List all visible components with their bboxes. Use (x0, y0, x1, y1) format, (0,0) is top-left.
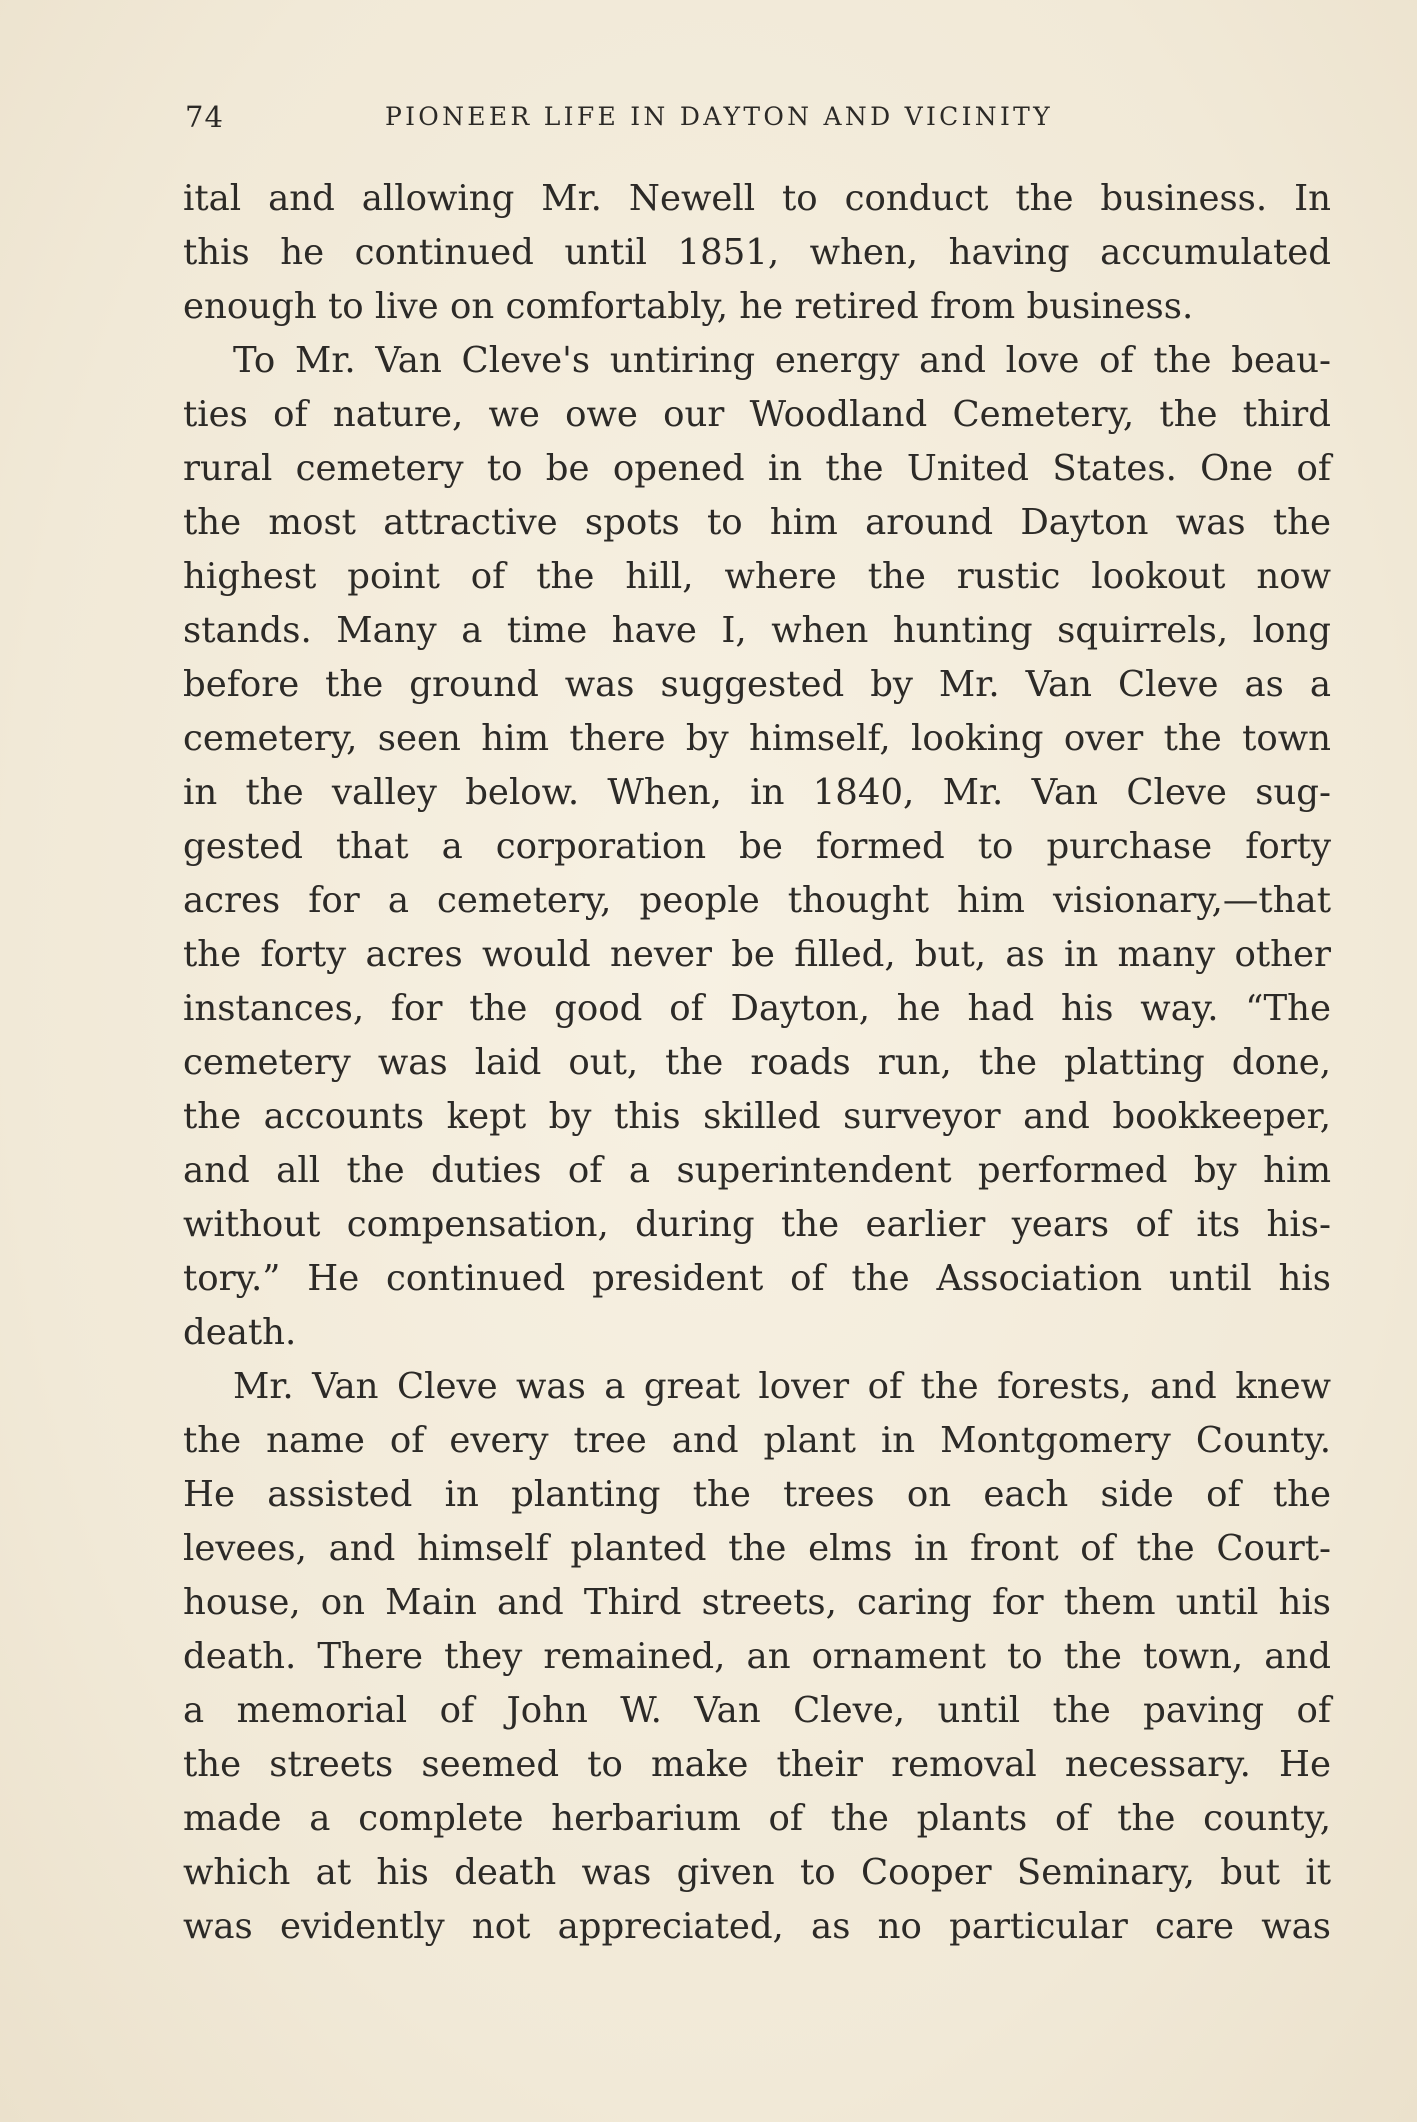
text-line: the forty acres would never be filled, but, as in many other (183, 934, 1331, 975)
text-line: ties of nature, we owe our Woodland Cemetery, the third (183, 394, 1331, 435)
page-number: 74 (185, 100, 224, 134)
text-line: the accounts kept by this skilled surveyor and bookkeeper, (183, 1096, 1331, 1137)
text-line: To Mr. Van Cleve's untiring energy and love of the beau- (233, 340, 1331, 381)
text-line: cemetery, seen him there by himself, looking over the town (183, 718, 1331, 759)
running-head (185, 100, 1335, 140)
text-line: made a complete herbarium of the plants of the county, (183, 1798, 1331, 1839)
text-line: rural cemetery to be opened in the United States. One of (183, 448, 1331, 489)
text-line: acres for a cemetery, people thought him visionary,—that (183, 880, 1331, 921)
text-line: the most attractive spots to him around Dayton was the (183, 502, 1331, 543)
text-line: which at his death was given to Cooper Seminary, but it (183, 1852, 1331, 1893)
text-line: this he continued until 1851, when, having accumulated (183, 232, 1331, 273)
text-line: a memorial of John W. Van Cleve, until the paving of (183, 1690, 1331, 1731)
text-line: the streets seemed to make their removal necessary. He (183, 1744, 1331, 1785)
text-line: enough to live on comfortably, he retired from business. (183, 286, 1194, 327)
text-line: without compensation, during the earlier years of its his- (183, 1204, 1331, 1245)
text-line: was evidently not appreciated, as no particular care was (183, 1906, 1331, 1947)
text-line: instances, for the good of Dayton, he had his way. “The (183, 988, 1331, 1029)
running-title: PIONEER LIFE IN DAYTON AND VICINITY (385, 102, 1053, 131)
text-line: He assisted in planting the trees on each side of the (183, 1474, 1331, 1515)
text-line: death. (183, 1312, 297, 1353)
text-line: and all the duties of a superintendent performed by him (183, 1150, 1331, 1191)
text-line: gested that a corporation be formed to purchase forty (183, 826, 1331, 867)
text-line: ital and allowing Mr. Newell to conduct the business. In (183, 178, 1331, 219)
text-line: death. There they remained, an ornament to the town, and (183, 1636, 1331, 1677)
text-line: levees, and himself planted the elms in front of the Court- (183, 1528, 1331, 1569)
text-line: the name of every tree and plant in Montgomery County. (183, 1420, 1331, 1461)
text-line: stands. Many a time have I, when hunting squirrels, long (183, 610, 1331, 651)
text-line: in the valley below. When, in 1840, Mr. Van Cleve sug- (183, 772, 1331, 813)
body-text (183, 172, 1331, 1954)
text-line: Mr. Van Cleve was a great lover of the forests, and knew (233, 1366, 1331, 1407)
text-line: before the ground was suggested by Mr. Van Cleve as a (183, 664, 1331, 705)
text-line: tory.” He continued president of the Association until his (183, 1258, 1331, 1299)
text-line: cemetery was laid out, the roads run, the platting done, (183, 1042, 1331, 1083)
text-line: house, on Main and Third streets, caring for them until his (183, 1582, 1331, 1623)
text-line: highest point of the hill, where the rustic lookout now (183, 556, 1331, 597)
